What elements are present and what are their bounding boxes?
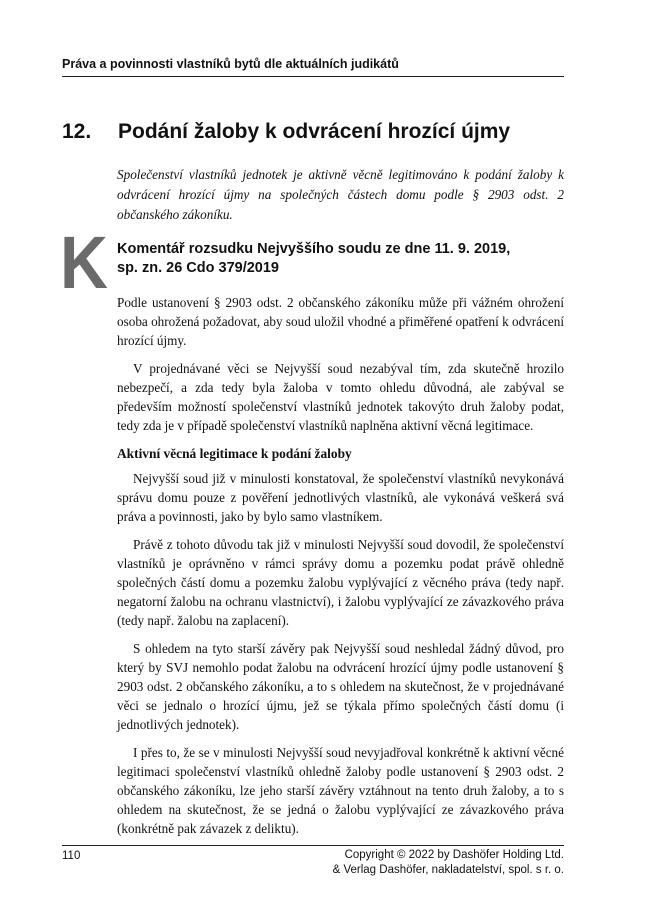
running-header: Práva a povinnosti vlastníků bytů dle aktuálních judikátů <box>62 57 399 71</box>
chapter-number: 12. <box>62 120 92 143</box>
commentary-title <box>117 240 564 278</box>
paragraph-2: V projednávané věci se Nejvyšší soud nezabýval tím, zda skutečně hrozilo nebezpečí, a zda tedy byla žaloba v tomto ohledu důvodná, ale zabýval se především možností společenství vlastníků jednotek takovýto druh žaloby podat, tedy zda je v případě společenství vlastníků naplněna aktivní věcná legitimace. <box>117 361 564 433</box>
article-body <box>117 293 564 847</box>
copyright-line-2: & Verlag Dashöfer, nakladatelství, spol. s r. o. <box>332 864 564 876</box>
page-number: 110 <box>62 850 81 862</box>
paragraph-5: S ohledem na tyto starší závěry pak Nejvyšší soud neshledal žádný důvod, pro který by SVJ nemohlo podat žalobu na odvrácení hrozící újmy podle ustanovení § 2903 odst. 2 občanského zákoníku, a to s ohledem na skutečnost, že v projednávané věci se jednalo o hrozící újmu, jež se týkala přímo společných částí domu (i jednotlivých jednotek). <box>117 641 564 732</box>
copyright-line-1: Copyright © 2022 by Dashöfer Holding Ltd. <box>344 849 564 861</box>
section-subheading: Aktivní věcná legitimace k podání žaloby <box>117 446 352 461</box>
paragraph-3: Nejvyšší soud již v minulosti konstatoval, že společenství vlastníků nevykonává správu domu pouze z pověření jednotlivých vlastníků, ale vykonává veškerá svá práva a povinnosti, jako by bylo samo vlastníkem. <box>117 471 564 524</box>
chapter-title: Podání žaloby k odvrácení hrozící újmy <box>118 120 511 143</box>
chapter-abstract: Společenství vlastníků jednotek je aktivně věcně legitimováno k podání žaloby k odvrácení hrozící újmy na společných částech domu podle § 2903 odst. 2 občanského zákoníku. <box>117 167 564 222</box>
paragraph-1: Podle ustanovení § 2903 odst. 2 občanského zákoníku může při vážném ohrožení osoba ohrožená požadovat, aby soud uložil vhodné a přiměřené opatření k odvrácení hrozící újmy. <box>117 295 564 348</box>
paragraph-6: I přes to, že se v minulosti Nejvyšší soud nevyjadřoval konkrétně k aktivní věcné legitimaci společenství vlastníků ohledně žaloby podle ustanovení § 2903 odst. 2 občanského zákoníku, lze jeho starší závěry vztáhnout na tento druh žaloby, a to s ohledem na skutečnost, že se jedná o žalobu vyplývající ze závazkového práva (konkrétně pak závazek z deliktu). <box>117 745 564 836</box>
commentary-title-line1: Komentář rozsudku Nejvyššího soudu ze dne 11. 9. 2019, <box>117 241 511 257</box>
commentary-title-line2: sp. zn. 26 Cdo 379/2019 <box>117 260 279 276</box>
svg-text:K: K <box>60 221 108 304</box>
footer-divider <box>62 845 564 846</box>
header-divider <box>62 76 564 77</box>
commentary-k-icon <box>60 221 108 304</box>
chapter-heading <box>62 120 564 144</box>
paragraph-4: Právě z tohoto důvodu tak již v minulosti Nejvyšší soud dovodil, že společenství vlastníků je oprávněno v rámci správy domu a pozemku podat právě ohledně společných částí domu a pozemku žalobu vyplývající z věcného práva (tedy např. negatorní žalobu na ochranu vlastnictví), i žalobu vyplývající ze závazkového práva (tedy např. žalobu na zaplacení). <box>117 537 564 628</box>
copyright-notice <box>333 848 564 878</box>
